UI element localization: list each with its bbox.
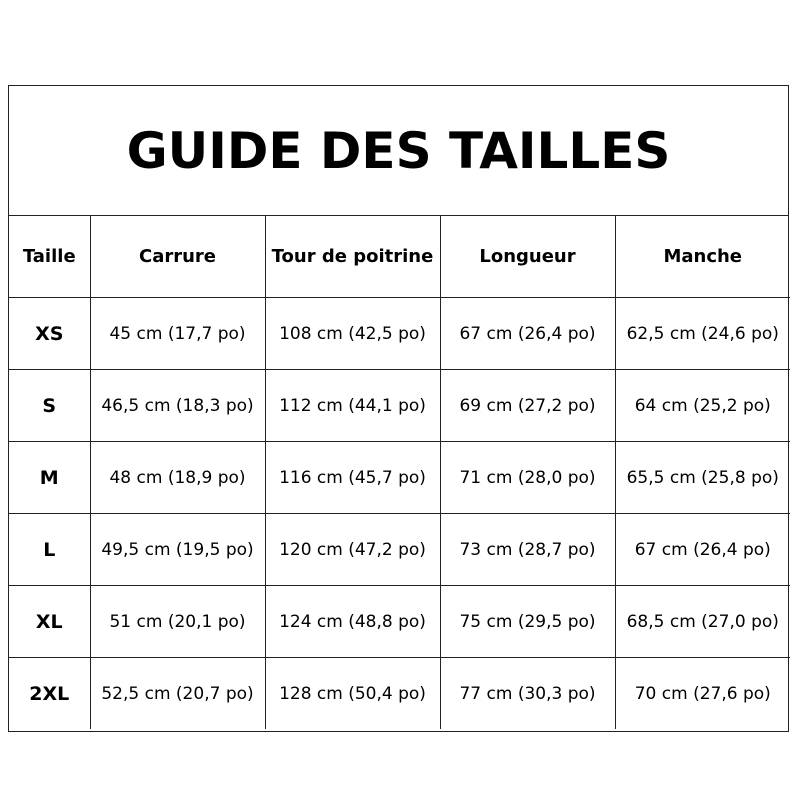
size-label: S xyxy=(9,370,90,442)
table-cell: 49,5 cm (19,5 po) xyxy=(90,514,265,586)
size-label: 2XL xyxy=(9,658,90,730)
table-cell: 73 cm (28,7 po) xyxy=(440,514,615,586)
column-header-manche: Manche xyxy=(615,216,790,298)
table-cell: 120 cm (47,2 po) xyxy=(265,514,440,586)
table-row xyxy=(9,514,790,586)
table-cell: 77 cm (30,3 po) xyxy=(440,658,615,730)
table-cell: 70 cm (27,6 po) xyxy=(615,658,790,730)
size-label: M xyxy=(9,442,90,514)
column-header-longueur: Longueur xyxy=(440,216,615,298)
table-cell: 52,5 cm (20,7 po) xyxy=(90,658,265,730)
header-row xyxy=(9,216,790,298)
size-label: XS xyxy=(9,298,90,370)
table-row xyxy=(9,442,790,514)
table-cell: 64 cm (25,2 po) xyxy=(615,370,790,442)
table-row xyxy=(9,586,790,658)
column-header-taille: Taille xyxy=(9,216,90,298)
table-cell: 71 cm (28,0 po) xyxy=(440,442,615,514)
table-cell: 65,5 cm (25,8 po) xyxy=(615,442,790,514)
table-cell: 75 cm (29,5 po) xyxy=(440,586,615,658)
table-cell: 48 cm (18,9 po) xyxy=(90,442,265,514)
table-cell: 45 cm (17,7 po) xyxy=(90,298,265,370)
table-cell: 62,5 cm (24,6 po) xyxy=(615,298,790,370)
size-guide xyxy=(8,85,789,732)
size-label: L xyxy=(9,514,90,586)
table-cell: 67 cm (26,4 po) xyxy=(615,514,790,586)
table-row xyxy=(9,370,790,442)
table-cell: 46,5 cm (18,3 po) xyxy=(90,370,265,442)
table-cell: 112 cm (44,1 po) xyxy=(265,370,440,442)
table-cell: 116 cm (45,7 po) xyxy=(265,442,440,514)
table-cell: 67 cm (26,4 po) xyxy=(440,298,615,370)
table-cell: 108 cm (42,5 po) xyxy=(265,298,440,370)
page-title: GUIDE DES TAILLES xyxy=(9,86,788,216)
table-cell: 124 cm (48,8 po) xyxy=(265,586,440,658)
table-cell: 51 cm (20,1 po) xyxy=(90,586,265,658)
table-cell: 128 cm (50,4 po) xyxy=(265,658,440,730)
table-row xyxy=(9,658,790,730)
size-label: XL xyxy=(9,586,90,658)
table-cell: 68,5 cm (27,0 po) xyxy=(615,586,790,658)
table-row xyxy=(9,298,790,370)
table-cell: 69 cm (27,2 po) xyxy=(440,370,615,442)
column-header-tour-de-poitrine: Tour de poitrine xyxy=(265,216,440,298)
column-header-carrure: Carrure xyxy=(90,216,265,298)
size-table xyxy=(9,216,790,729)
